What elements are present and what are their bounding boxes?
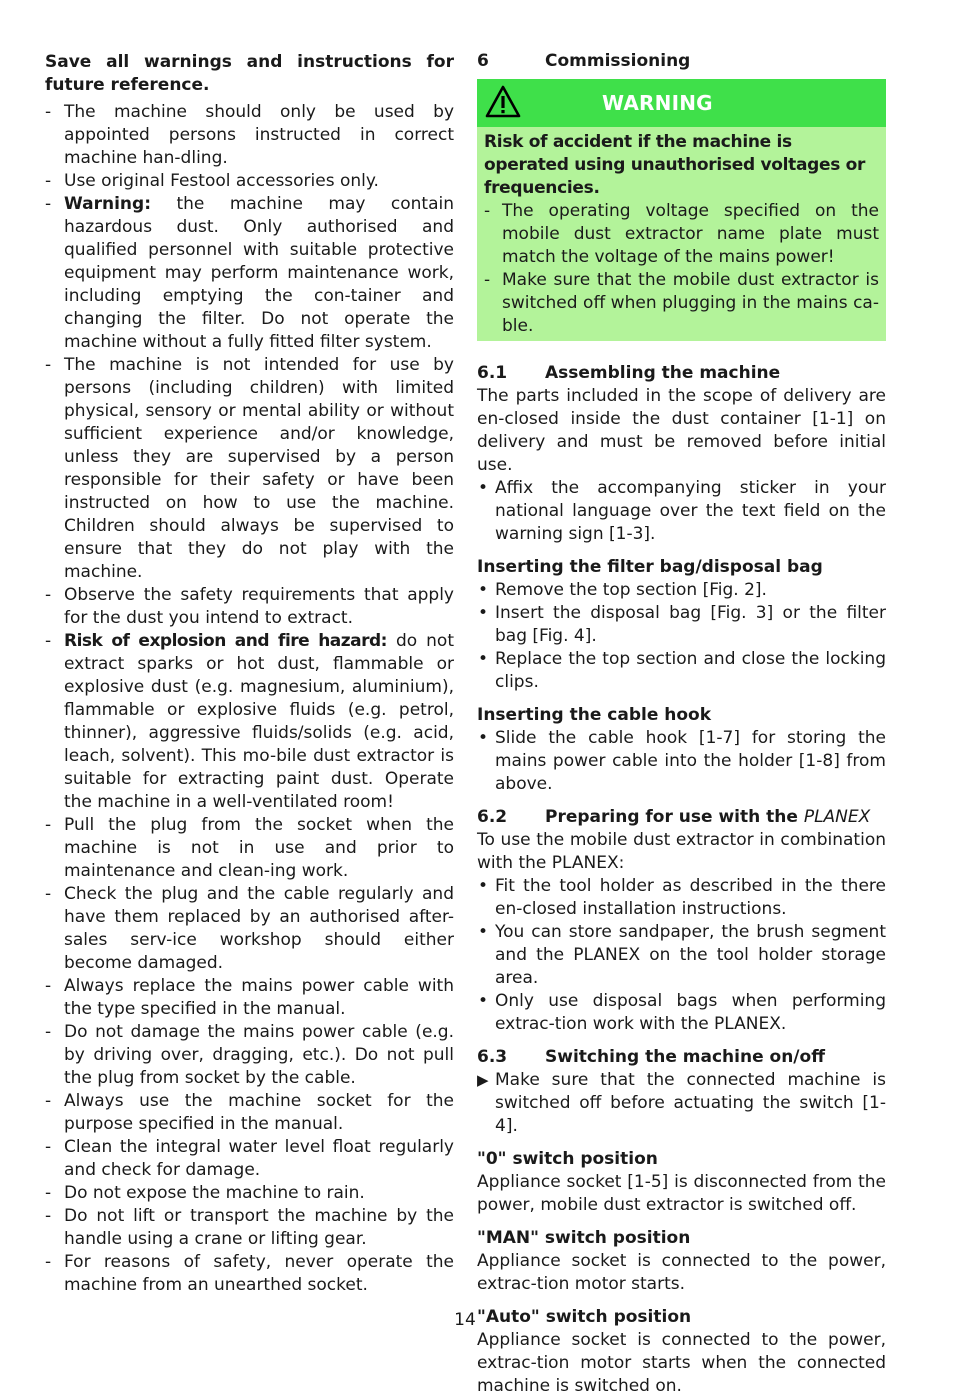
list-item: • Remove the top section [Fig. 2]. bbox=[478, 580, 767, 600]
list-item: - Always use the machine socket for the purpose specified in the manual. bbox=[45, 1091, 454, 1134]
bullet-list bbox=[477, 727, 886, 796]
list-item: - Use original Festool accessories only. bbox=[45, 171, 379, 191]
paragraph: Appliance socket [1-5] is disconnected from the power, mobile dust extractor is switched off. bbox=[477, 1172, 886, 1215]
left-column bbox=[45, 50, 454, 1297]
list-item: - The machine is not intended for use by persons (including children) with limited physical, sensory or mental ability or without sufficient experience and/or knowledge, unless they are supervised by a person responsible for their safety or have been instructed on how to use the machine. Children should always be supervised to ensure that they do not play with the machine. bbox=[45, 355, 454, 582]
list-item: - The machine should only be used by appointed persons instructed in correct machine han-dling. bbox=[45, 102, 454, 168]
right-column bbox=[477, 50, 886, 1398]
list-item: - Clean the integral water level float regularly and check for damage. bbox=[45, 1137, 454, 1180]
hazard-label: Risk of explosion and fire hazard: bbox=[64, 631, 387, 651]
list-item: - For reasons of safety, never operate the machine from an unearthed socket. bbox=[45, 1252, 454, 1295]
list-item: - Pull the plug from the socket when the machine is not in use and prior to maintenance and clean-ing work. bbox=[45, 815, 454, 881]
warning-list bbox=[484, 200, 879, 338]
section-heading-6-2: 6.2 Preparing for use with the PLANEX bbox=[477, 807, 871, 827]
planex-italic: PLANEX bbox=[803, 807, 871, 827]
subheading-man-position: "MAN" switch position bbox=[477, 1228, 691, 1248]
subheading-0-position: "0" switch position bbox=[477, 1149, 658, 1169]
list-item: • Fit the tool holder as described in the there en-closed installation instructions. bbox=[478, 876, 886, 919]
paragraph: Appliance socket is connected to the power, extrac-tion motor starts when the connected machine is switched on. bbox=[477, 1330, 886, 1396]
list-item: • Replace the top section and close the locking clips. bbox=[478, 649, 886, 692]
bullet-list bbox=[477, 579, 886, 694]
warning-title: Risk of accident if the machine is operated using unauthorised voltages or frequencies. bbox=[484, 132, 866, 198]
section-heading-6-1: 6.1 Assembling the machine bbox=[477, 363, 781, 383]
safety-list bbox=[45, 101, 454, 1297]
subheading-auto-position: "Auto" switch position bbox=[477, 1307, 692, 1327]
bullet-list bbox=[477, 477, 886, 546]
list-item: - Observe the safety requirements that apply for the dust you intend to extract. bbox=[45, 585, 454, 628]
list-item: • Affix the accompanying sticker in your national language over the text field on the warning sign [1-3]. bbox=[478, 478, 886, 544]
section-heading-6-3: 6.3 Switching the machine on/off bbox=[477, 1047, 825, 1067]
page-number: 14 bbox=[454, 1310, 476, 1330]
paragraph: Appliance socket is connected to the power, extrac-tion motor starts. bbox=[477, 1251, 886, 1294]
section-heading-6: 6 Commissioning bbox=[477, 51, 691, 71]
warning-label: Warning: bbox=[64, 194, 152, 214]
paragraph: The parts included in the scope of delivery are en-closed inside the dust container [1-1] on delivery and must be removed before initial use. bbox=[477, 386, 886, 475]
list-item: - Make sure that the mobile dust extractor is switched off when plugging in the mains ca-ble. bbox=[484, 270, 879, 336]
list-item: - The operating voltage specified on the mobile dust extractor name plate must match the voltage of the mains power! bbox=[484, 201, 879, 267]
warning-box bbox=[477, 79, 886, 341]
list-item: - Do not lift or transport the machine by the handle using a crane or lifting gear. bbox=[45, 1206, 454, 1249]
list-item: - Do not expose the machine to rain. bbox=[45, 1183, 365, 1203]
warning-triangle-icon bbox=[485, 85, 521, 126]
bullet-list bbox=[477, 875, 886, 1036]
subheading-cable-hook: Inserting the cable hook bbox=[477, 705, 712, 725]
list-item: • You can store sandpaper, the brush segment and the PLANEX on the tool holder storage area. bbox=[478, 922, 886, 988]
list-item: - Risk of explosion and fire hazard: do not extract sparks or hot dust, flammable or explosive dust (e.g. magnesium, aluminium), flammable or explosive fluids (e.g. petrol, thinner), aggressive fluids/solids (e.g. acid, leach, solvent). This mo-bile dust extractor is suitable for extracting paint dust. Operate the machine in a well-ventilated room! bbox=[45, 631, 454, 812]
paragraph: To use the mobile dust extractor in combination with the PLANEX: bbox=[477, 830, 886, 873]
list-item: - Check the plug and the cable regularly and have them replaced by an authorised after-sales serv-ice workshop should either become damaged. bbox=[45, 884, 454, 973]
list-item: • Insert the disposal bag [Fig. 3] or the filter bag [Fig. 4]. bbox=[478, 603, 886, 646]
subheading-filter-bag: Inserting the filter bag/disposal bag bbox=[477, 557, 823, 577]
intro-heading: Save all warnings and instructions for future reference. bbox=[45, 52, 454, 95]
list-item: • Slide the cable hook [1-7] for storing the mains power cable into the holder [1-8] from above. bbox=[478, 728, 886, 794]
warning-header bbox=[477, 79, 886, 127]
arrow-right-icon: ▶ bbox=[477, 1071, 489, 1089]
warning-label: WARNING bbox=[602, 90, 713, 115]
warning-body bbox=[477, 127, 886, 341]
list-item: - Do not damage the mains power cable (e.g. by driving over, dragging, etc.). Do not pull the plug from socket by the cable. bbox=[45, 1022, 454, 1088]
instruction-step: ▶ Make sure that the connected machine is switched off before actuating the switch [1-4]. bbox=[477, 1070, 886, 1136]
list-item: - Warning: the machine may contain hazardous dust. Only authorised and qualified personnel with suitable protective equipment may perform maintenance work, including emptying the con-tainer and changing the filter. Do not operate the machine without a fully fitted filter system. bbox=[45, 194, 454, 352]
list-item: • Only use disposal bags when performing extrac-tion work with the PLANEX. bbox=[478, 991, 886, 1034]
list-item: - Always replace the mains power cable with the type specified in the manual. bbox=[45, 976, 454, 1019]
